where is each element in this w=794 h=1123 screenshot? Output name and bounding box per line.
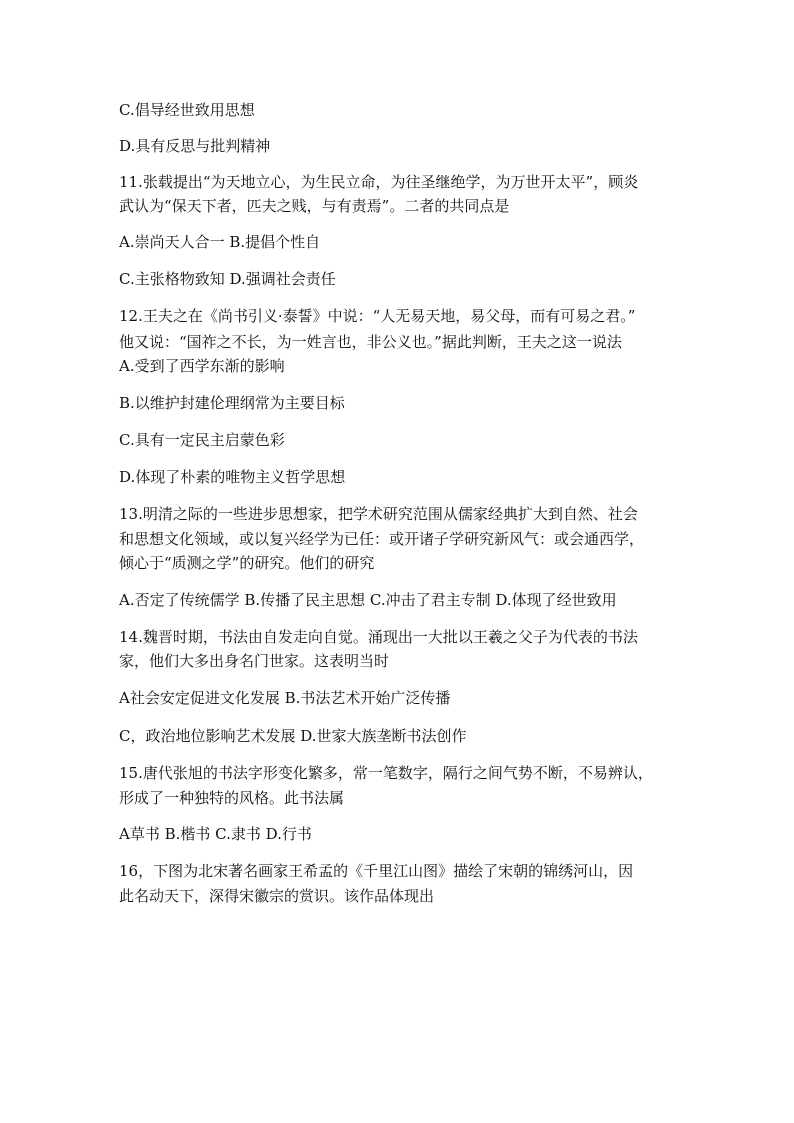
q10-option-d: D.具有反思与批判精神 — [119, 137, 271, 155]
q12-option-b: B.以维护封建伦理纲常为主要目标 — [119, 394, 345, 412]
q14-options-cd: C，政治地位影响艺术发展 D.世家大族垄断书法创作 — [119, 727, 467, 745]
q15-stem-line-1: 15.唐代张旭的书法字形变化繁多，常一笔数字，隔行之间气势不断，不易辨认， — [119, 764, 653, 782]
q13-stem-line-2: 和思想文化领域，或以复兴经学为已任：或开诸子学研究新风气：或会通西学， — [119, 530, 645, 548]
q12-stem-line-1: 12.王夫之在《尚书引义·泰誓》中说：“人无易天地，易父母，而有可易之君。” — [119, 307, 636, 325]
q16-stem-line-2: 此名动天下，深得宋徽宗的赏识。该作品体现出 — [119, 887, 435, 905]
q14-options-ab: A社会安定促进文化发展 B.书法艺术开始广泛传播 — [119, 689, 451, 707]
q14-stem-line-2: 家，他们大多出身名门世家。这表明当时 — [119, 652, 390, 670]
q11-stem-line-1: 11.张载提出“为天地立心，为生民立命，为往圣继绝学，为万世开太平”，顾炎 — [119, 173, 639, 191]
q14-stem-line-1: 14.魏晋时期，书法由自发走向自觉。涌现出一大批以王羲之父子为代表的书法 — [119, 628, 638, 646]
q13-stem-line-3: 倾心于“质测之学”的研究。他们的研究 — [119, 554, 375, 572]
q13-options: A.否定了传统儒学 B.传播了民主思想 C.冲击了君主专制 D.体现了经世致用 — [119, 591, 617, 609]
q12-option-d: D.体现了朴素的唯物主义哲学思想 — [119, 468, 346, 486]
q13-stem-line-1: 13.明清之际的一些进步思想家，把学术研究范围从儒家经典扩大到自然、社会 — [119, 505, 638, 523]
q15-options: A草书 B.楷书 C.隶书 D.行书 — [119, 825, 312, 843]
q15-stem-line-2: 形成了一种独特的风格。此书法属 — [119, 789, 345, 807]
q11-options-ab: A.崇尚天人合一 B.提倡个性自 — [119, 233, 321, 251]
q11-stem-line-2: 武认为“保天下者，匹夫之贱，与有责焉”。二者的共同点是 — [119, 197, 510, 215]
q11-options-cd: C.主张格物致知 D.强调社会责任 — [119, 270, 336, 288]
q12-option-a: A.受到了西学东渐的影响 — [119, 357, 285, 375]
q12-stem-line-2: 他又说：“国祚之不长，为一姓言也，非公义也。”据此判断，王夫之这一说法 — [119, 333, 622, 351]
q16-stem-line-1: 16，下图为北宋著名画家王希孟的《千里江山图》描绘了宋朝的锦绣河山，因 — [119, 862, 634, 880]
q12-option-c: C.具有一定民主启蒙色彩 — [119, 431, 285, 449]
q10-option-c: C.倡导经世致用思想 — [119, 101, 255, 119]
